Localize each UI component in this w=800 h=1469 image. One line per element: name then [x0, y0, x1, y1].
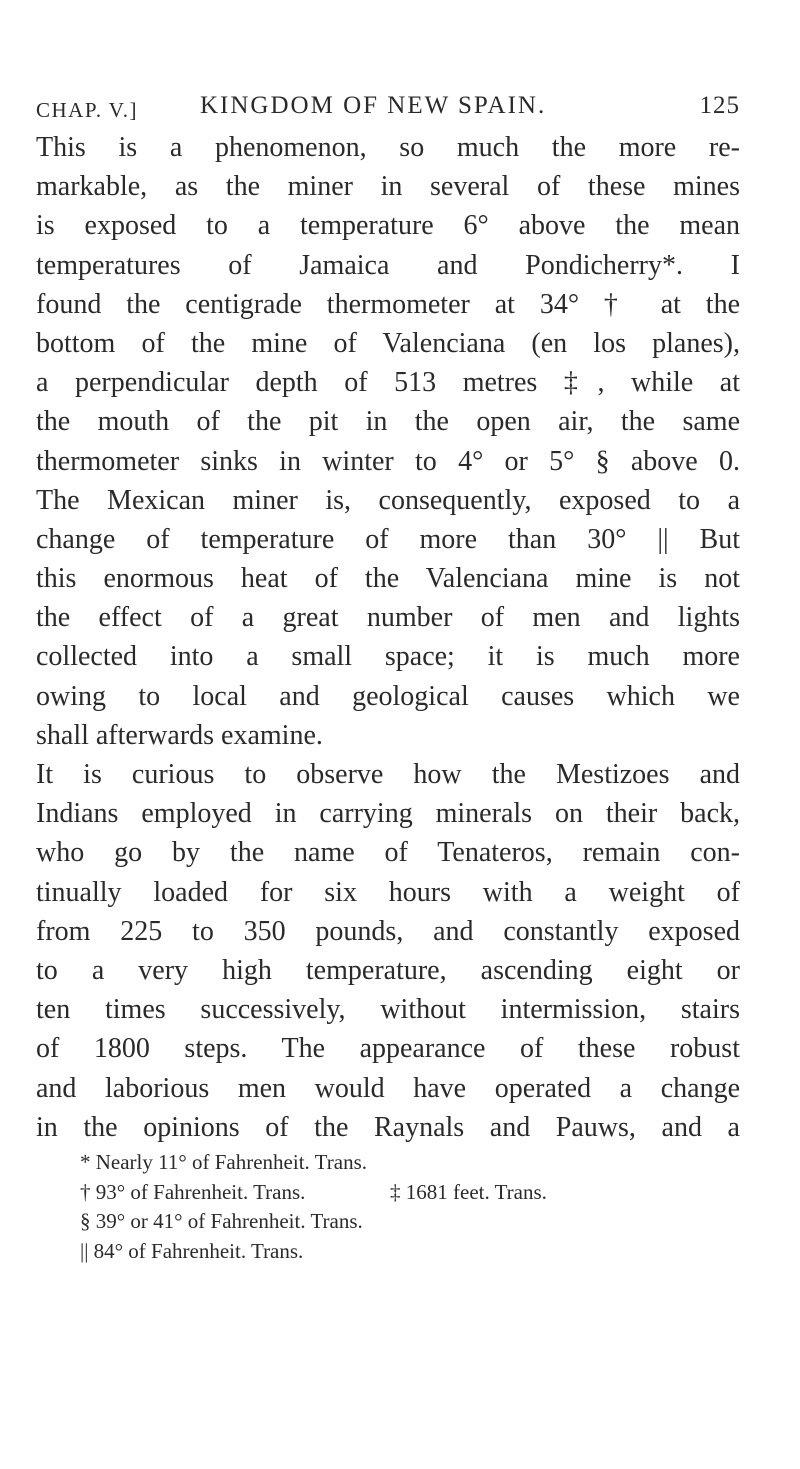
text-line: bottom of the mine of Valenciana (en los planes),	[36, 327, 740, 359]
text-line: shall afterwards examine.	[36, 719, 323, 751]
text-line: of 1800 steps. The appearance of these robust	[36, 1033, 740, 1065]
text-line: who go by the name of Tenateros, remain con-	[36, 837, 740, 869]
body-text	[36, 128, 740, 1147]
page-number: 125	[699, 92, 740, 119]
text-line: this enormous heat of the Valenciana mine is not	[36, 563, 740, 595]
footnote: || 84° of Fahrenheit. Trans.	[80, 1238, 304, 1263]
running-header	[36, 92, 740, 132]
running-title: KINGDOM OF NEW SPAIN.	[200, 92, 547, 119]
text-line: the effect of a great number of men and lights	[36, 602, 740, 634]
text-line: thermometer sinks in winter to 4° or 5° § above 0.	[36, 445, 740, 477]
text-line: change of temperature of more than 30° || But	[36, 523, 740, 555]
footnote: ‡ 1681 feet. Trans.	[390, 1179, 547, 1204]
footnotes	[80, 1148, 760, 1266]
text-line: and laborious men would have operated a change	[36, 1072, 740, 1104]
footnote: § 39° or 41° of Fahrenheit. Trans.	[80, 1209, 363, 1233]
text-line: from 225 to 350 pounds, and constantly exposed	[36, 915, 740, 947]
text-line: in the opinions of the Raynals and Pauws, and a	[36, 1111, 740, 1143]
text-line: collected into a small space; it is much more	[36, 641, 740, 673]
text-line: the mouth of the pit in the open air, the same	[36, 406, 740, 438]
text-line: owing to local and geological causes which we	[36, 680, 740, 712]
text-line: to a very high temperature, ascending eight or	[36, 954, 740, 986]
text-line: tinually loaded for six hours with a weight of	[36, 876, 740, 908]
text-line: The Mexican miner is, consequently, exposed to a	[36, 484, 740, 516]
text-line: found the centigrade thermometer at 34° † at the	[36, 288, 740, 320]
text-line: temperatures of Jamaica and Pondicherry*. I	[36, 249, 740, 281]
text-line: ten times successively, without intermission, stairs	[36, 994, 740, 1026]
text-line: a perpendicular depth of 513 metres ‡, while at	[36, 367, 740, 399]
chapter-label: CHAP. V.]	[36, 98, 139, 122]
text-line: This is a phenomenon, so much the more re-	[36, 132, 740, 163]
footnote: † 93° of Fahrenheit. Trans.	[80, 1179, 306, 1204]
text-line: is exposed to a temperature 6° above the mean	[36, 210, 740, 242]
text-line: markable, as the miner in several of these mines	[36, 171, 740, 203]
text-line: Indians employed in carrying minerals on their back,	[36, 798, 740, 830]
text-line: It is curious to observe how the Mestizoes and	[36, 759, 740, 790]
footnote: * Nearly 11° of Fahrenheit. Trans.	[80, 1150, 367, 1174]
footnote-row	[80, 1178, 760, 1208]
